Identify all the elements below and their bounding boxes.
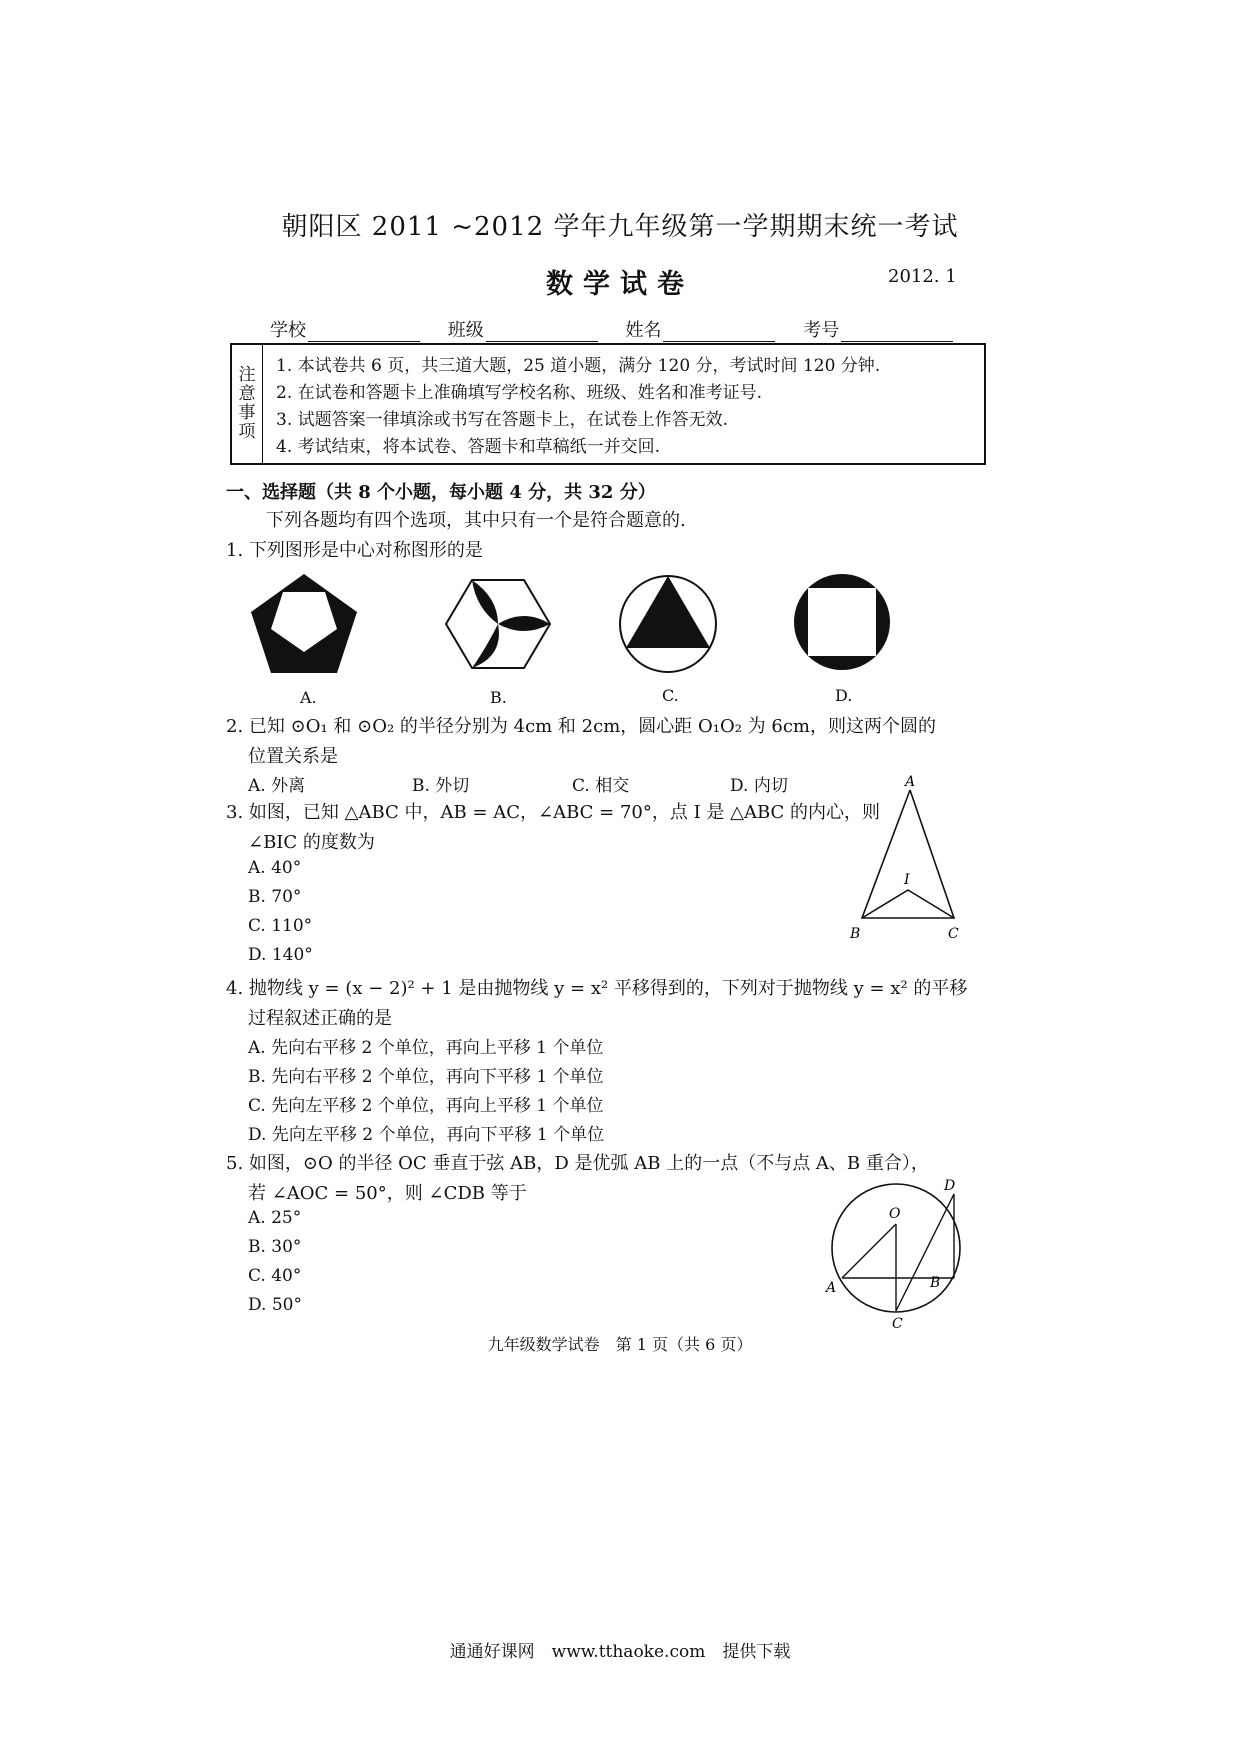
q3-point-a: A (905, 774, 916, 790)
student-info-fields (270, 316, 975, 342)
figure-b (446, 580, 550, 668)
q4-option-c[interactable]: C. 先向左平移 2 个单位，再向上平移 1 个单位 (248, 1096, 604, 1116)
q3-triangle-figure (846, 774, 976, 954)
q3-stem-line2: ∠BIC 的度数为 (248, 832, 375, 853)
q5-stem-line2: 若 ∠AOC = 50°，则 ∠CDB 等于 (248, 1183, 527, 1204)
q3-point-b: B (850, 926, 861, 942)
q1-label-b: B. (490, 688, 507, 707)
field-class[interactable]: 班级 (448, 316, 598, 342)
q5-option-a[interactable]: A. 25° (248, 1208, 302, 1228)
q5-circle-figure (816, 1174, 972, 1332)
field-exam-number[interactable]: 考号 (803, 316, 953, 342)
q4-stem-line2: 过程叙述正确的是 (248, 1008, 392, 1029)
q3-option-d[interactable]: D. 140° (248, 945, 313, 965)
site-credit: 通通好课网 www.tthaoke.com 提供下载 (449, 1642, 791, 1662)
page-footer: 九年级数学试卷 第 1 页（共 6 页） (487, 1335, 753, 1354)
field-blank (663, 323, 775, 342)
notice-items (276, 353, 880, 461)
exam-subtitle: 数学试卷 (546, 269, 694, 300)
figure-a (251, 574, 357, 673)
field-blank (841, 323, 953, 342)
q1-label-a: A. (300, 688, 317, 707)
exam-date: 2012. 1 (888, 266, 957, 287)
q5-stem-line1: 5. 如图，⊙O 的半径 OC 垂直于弦 AB，D 是优弧 AB 上的一点（不与点 A、B 重合）， (226, 1153, 929, 1174)
notice-item: 1. 本试卷共 6 页，共三道大题，25 道小题，满分 120 分，考试时间 120 分钟. (276, 356, 881, 376)
field-name[interactable]: 姓名 (625, 316, 775, 342)
q1-label-d: D. (835, 686, 853, 705)
notice-label: 注 意 事 项 (232, 345, 263, 463)
figure-c (620, 576, 716, 672)
q2-stem-line1: 2. 已知 ⊙O₁ 和 ⊙O₂ 的半径分别为 4cm 和 2cm，圆心距 O₁O₂ 为 6cm，则这两个圆的 (226, 716, 936, 737)
q1-figures (248, 568, 908, 678)
notice-item: 4. 考试结束，将本试卷、答题卡和草稿纸一并交回. (276, 437, 661, 457)
q5-point-o: O (889, 1206, 901, 1222)
q3-point-i: I (904, 872, 910, 888)
q5-option-b[interactable]: B. 30° (248, 1237, 302, 1257)
notice-box (230, 343, 986, 465)
q2-option-a[interactable]: A. 外离 (248, 776, 306, 796)
figure-d (794, 574, 890, 670)
q2-option-c[interactable]: C. 相交 (572, 776, 630, 796)
notice-item: 2. 在试卷和答题卡上准确填写学校名称、班级、姓名和准考证号. (276, 383, 763, 403)
q5-point-d: D (944, 1178, 956, 1194)
q5-point-a: A (826, 1280, 837, 1296)
exam-title: 朝阳区 2011 ~2012 学年九年级第一学期期末统一考试 (281, 212, 959, 242)
q2-option-d[interactable]: D. 内切 (730, 776, 788, 796)
q4-option-d[interactable]: D. 先向左平移 2 个单位，再向下平移 1 个单位 (248, 1125, 605, 1145)
q3-stem-line1: 3. 如图，已知 △ABC 中，AB = AC，∠ABC = 70°，点 I 是 △ABC 的内心，则 (226, 802, 881, 823)
q4-option-a[interactable]: A. 先向右平移 2 个单位，再向上平移 1 个单位 (248, 1038, 604, 1058)
q3-option-a[interactable]: A. 40° (248, 858, 302, 878)
field-blank (308, 323, 420, 342)
q3-option-c[interactable]: C. 110° (248, 916, 313, 936)
q5-option-c[interactable]: C. 40° (248, 1266, 302, 1286)
q5-option-d[interactable]: D. 50° (248, 1295, 302, 1315)
q5-point-c: C (892, 1316, 903, 1332)
q5-point-b: B (930, 1275, 941, 1291)
q3-point-c: C (948, 926, 959, 942)
section-intro: 下列各题均有四个选项，其中只有一个是符合题意的. (266, 510, 686, 531)
q4-stem-line1: 4. 抛物线 y = (x − 2)² + 1 是由抛物线 y = x² 平移得到的，下列对于抛物线 y = x² 的平移 (226, 978, 968, 999)
q4-option-b[interactable]: B. 先向右平移 2 个单位，再向下平移 1 个单位 (248, 1067, 604, 1087)
field-blank (486, 323, 598, 342)
field-school[interactable]: 学校 (270, 316, 420, 342)
q1-stem: 1. 下列图形是中心对称图形的是 (226, 540, 483, 561)
q2-stem-line2: 位置关系是 (248, 746, 338, 767)
section-title: 一、选择题（共 8 个小题，每小题 4 分，共 32 分） (226, 482, 656, 503)
q3-option-b[interactable]: B. 70° (248, 887, 302, 907)
q2-option-b[interactable]: B. 外切 (412, 776, 470, 796)
q1-label-c: C. (662, 686, 679, 705)
notice-item: 3. 试题答案一律填涂或书写在答题卡上，在试卷上作答无效. (276, 410, 729, 430)
